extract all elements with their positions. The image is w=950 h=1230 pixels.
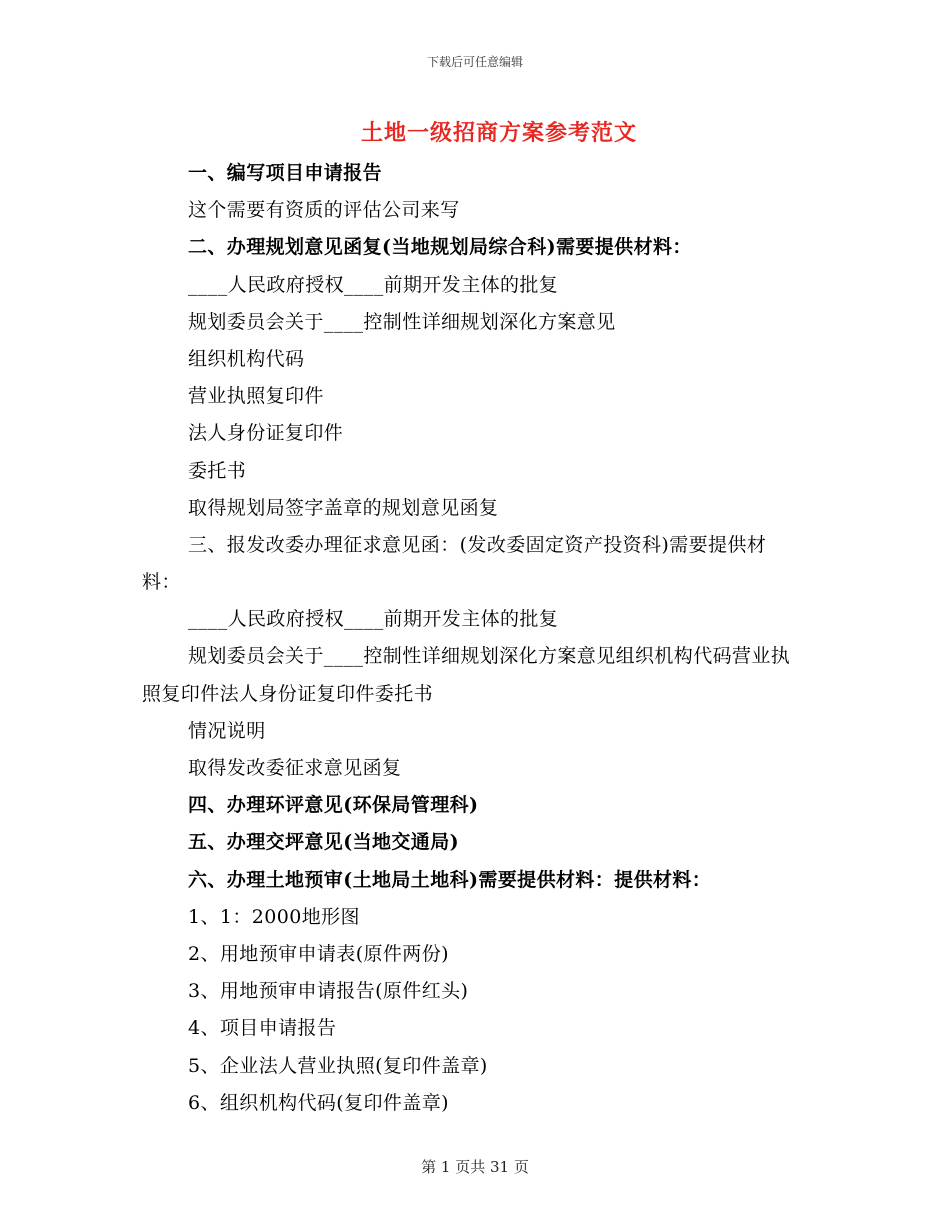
document-body — [142, 155, 802, 1122]
list-item: 取得规划局签字盖章的规划意见函复 — [188, 496, 499, 519]
list-item: 5、企业法人营业执照(复印件盖章) — [188, 1054, 488, 1077]
list-item: 法人身份证复印件 — [188, 422, 344, 445]
section-3-heading: 三、报发改委办理征求意见函：(发改委固定资产投资科)需要提供材料： — [142, 533, 767, 594]
list-item: 规划委员会关于____控制性详细规划深化方案意见组织机构代码营业执照复印件法人身份证复印件委托书 — [142, 645, 791, 705]
list-item: 4、项目申请报告 — [188, 1017, 337, 1040]
page-header: 下载后可任意编辑 — [426, 55, 523, 69]
list-item: ____人民政府授权____前期开发主体的批复 — [188, 608, 559, 631]
section-5-heading: 五、办理交坪意见(当地交通局) — [188, 831, 459, 854]
list-item: 委托书 — [188, 459, 247, 482]
paragraph: 这个需要有资质的评估公司来写 — [188, 199, 460, 222]
section-2-heading: 二、办理规划意见函复(当地规划局综合科)需要提供材料： — [188, 236, 692, 259]
list-item: 2、用地预审申请表(原件两份) — [188, 943, 449, 965]
page-footer: 第 1 页共 31 页 — [421, 1158, 529, 1176]
document-title: 土地一级招商方案参考范文 — [360, 120, 637, 146]
list-item: 取得发改委征求意见函复 — [188, 757, 402, 780]
list-item: 营业执照复印件 — [188, 385, 324, 408]
section-6-heading: 六、办理土地预审(土地局土地科)需要提供材料：提供材料： — [188, 868, 712, 891]
list-item: 组织机构代码 — [188, 347, 305, 370]
list-item: 1、1：2000地形图 — [188, 905, 360, 928]
list-item: 规划委员会关于____控制性详细规划深化方案意见 — [188, 310, 616, 333]
list-item: 6、组织机构代码(复印件盖章) — [188, 1091, 449, 1114]
section-4-heading: 四、办理环评意见(环保局管理科) — [188, 794, 479, 817]
list-item: 情况说明 — [188, 719, 266, 742]
list-item: ____人民政府授权____前期开发主体的批复 — [188, 273, 559, 296]
list-item: 3、用地预审申请报告(原件红头) — [188, 980, 469, 1003]
section-1-heading: 一、编写项目申请报告 — [188, 162, 383, 184]
